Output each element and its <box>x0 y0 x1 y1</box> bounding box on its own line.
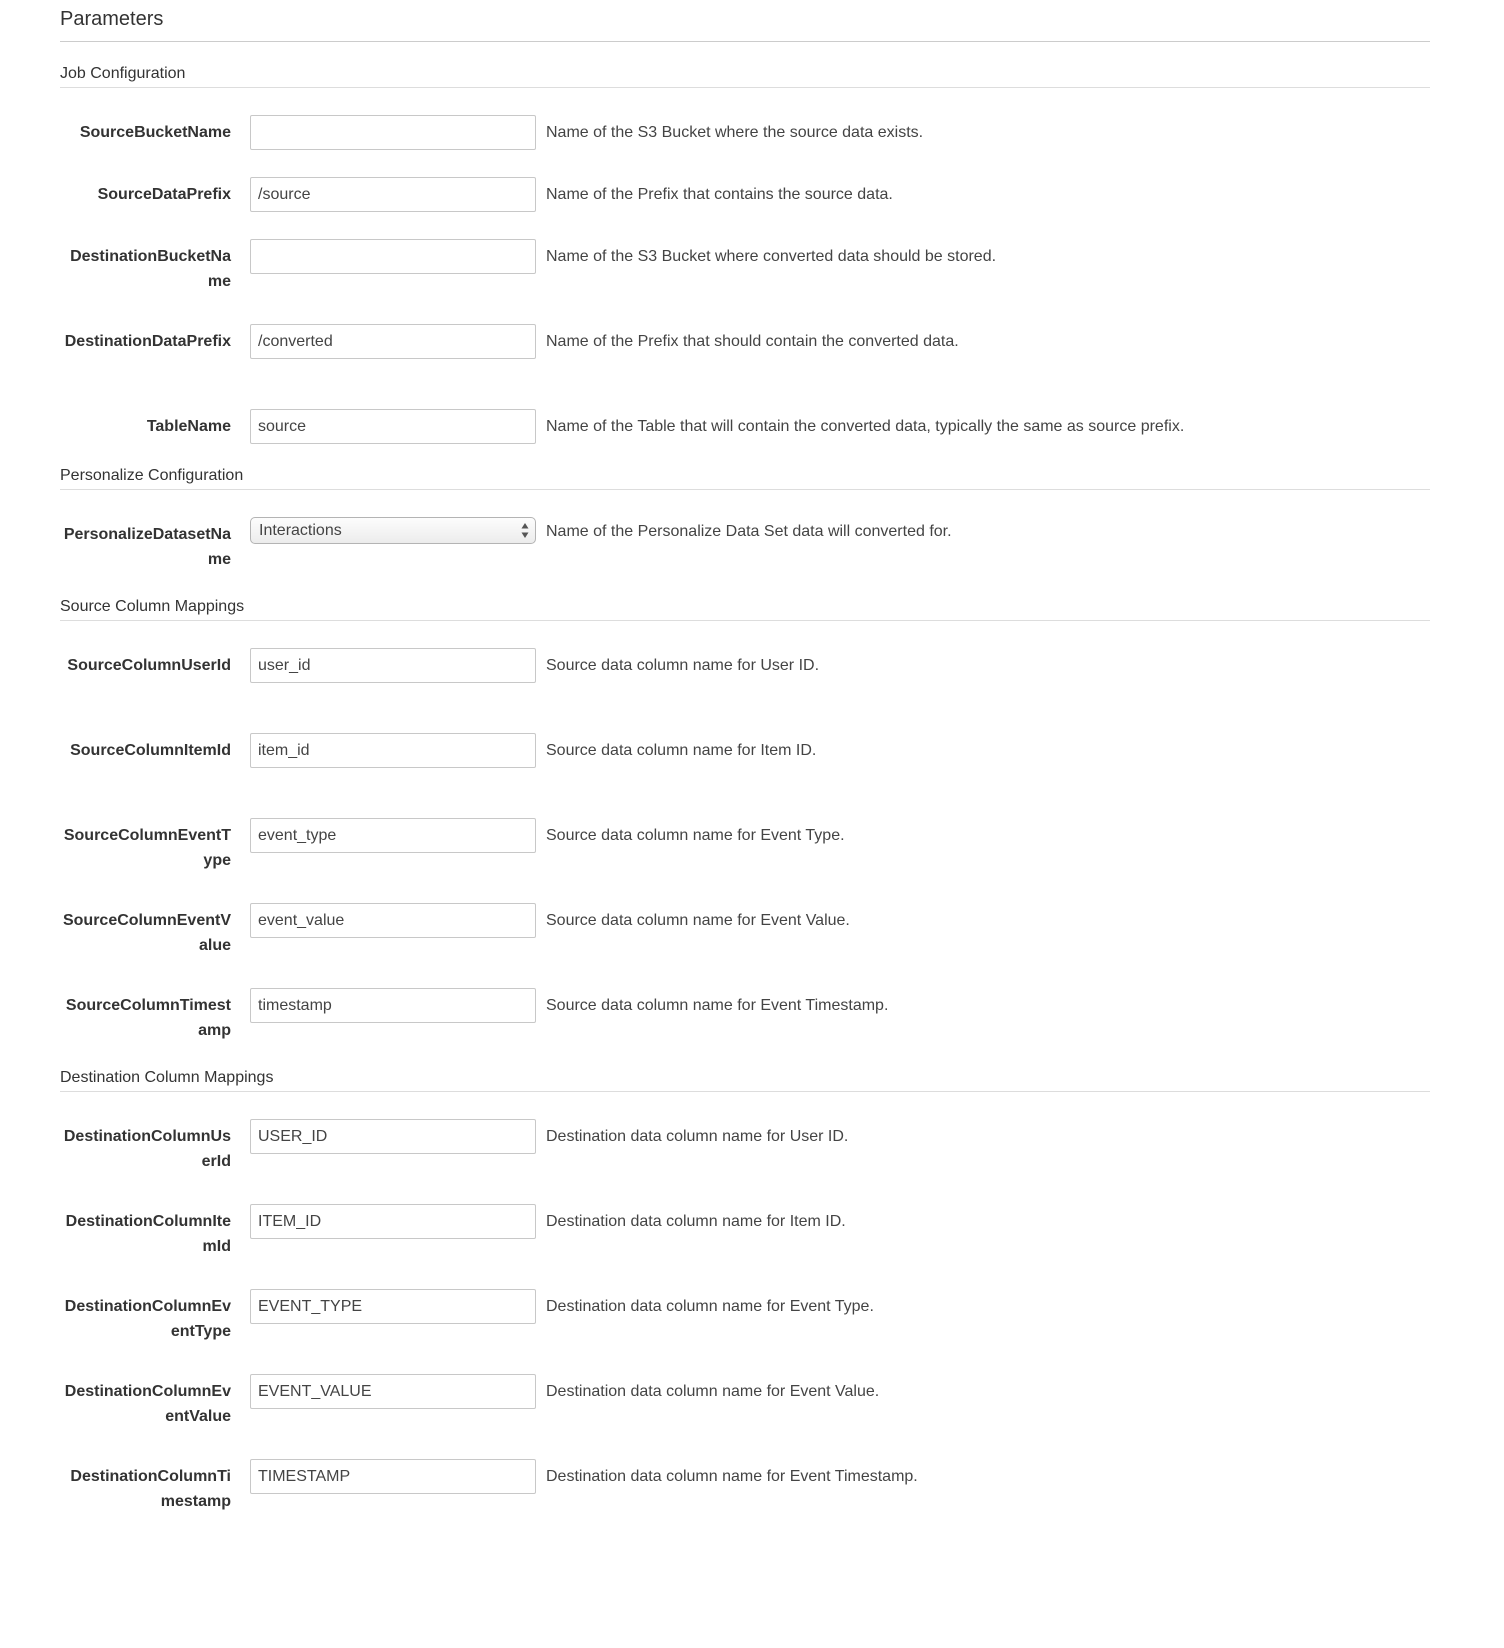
param-label: SourceColumnTimestamp <box>65 997 231 1039</box>
param-row-source-column-user-id <box>60 648 1430 706</box>
param-row-destination-column-timestamp <box>60 1459 1430 1517</box>
table-name-input[interactable] <box>250 409 536 444</box>
param-row-destination-column-event-value <box>60 1374 1430 1432</box>
source-column-event-type-input[interactable] <box>250 818 536 853</box>
param-label: DestinationBucketName <box>70 248 231 290</box>
section-title: Source Column Mappings <box>60 598 1430 621</box>
destination-bucket-name-input[interactable] <box>250 239 536 274</box>
param-label: SourceBucketName <box>79 124 231 141</box>
parameters-panel <box>60 0 1430 1517</box>
source-data-prefix-input[interactable] <box>250 177 536 212</box>
param-row-personalize-dataset-name <box>60 517 1430 575</box>
param-label: SourceColumnEventValue <box>62 912 231 954</box>
param-row-source-column-event-type <box>60 818 1430 876</box>
param-label: TableName <box>146 418 231 435</box>
param-row-source-bucket-name <box>60 115 1430 150</box>
page-title: Parameters <box>60 0 1430 42</box>
section-source-column-mappings <box>60 598 1430 1046</box>
param-help: Destination data column name for Event Value. <box>546 1383 880 1400</box>
param-row-table-name <box>60 409 1430 444</box>
param-help: Source data column name for User ID. <box>546 657 820 674</box>
param-label: DestinationColumnEventValue <box>64 1383 231 1425</box>
destination-column-user-id-input[interactable] <box>250 1119 536 1154</box>
param-help: Destination data column name for Event Type. <box>546 1298 874 1315</box>
param-help: Source data column name for Item ID. <box>546 742 817 759</box>
param-label: DestinationColumnEventType <box>64 1298 231 1340</box>
param-help: Source data column name for Event Timestamp. <box>546 997 889 1014</box>
param-help: Destination data column name for Event Timestamp. <box>546 1468 918 1485</box>
section-job-configuration <box>60 65 1430 444</box>
destination-column-event-type-input[interactable] <box>250 1289 536 1324</box>
source-column-user-id-input[interactable] <box>250 648 536 683</box>
param-label: SourceColumnEventType <box>63 827 231 869</box>
section-title: Job Configuration <box>60 65 1430 88</box>
param-row-destination-column-item-id <box>60 1204 1430 1262</box>
personalize-dataset-name-select[interactable] <box>250 517 536 544</box>
param-help: Destination data column name for User ID. <box>546 1128 849 1145</box>
param-help: Name of the S3 Bucket where converted data should be stored. <box>546 248 997 265</box>
section-destination-column-mappings <box>60 1069 1430 1517</box>
param-row-source-column-item-id <box>60 733 1430 791</box>
destination-data-prefix-input[interactable] <box>250 324 536 359</box>
param-row-destination-bucket-name <box>60 239 1430 297</box>
param-row-destination-column-event-type <box>60 1289 1430 1347</box>
param-label: DestinationColumnTimestamp <box>70 1468 231 1510</box>
param-help: Name of the Table that will contain the converted data, typically the same as source prefix. <box>546 418 1185 435</box>
param-help: Name of the Personalize Data Set data will converted for. <box>546 523 952 540</box>
source-bucket-name-input[interactable] <box>250 115 536 150</box>
section-personalize-configuration <box>60 467 1430 575</box>
select-value: Interactions <box>259 521 342 539</box>
source-column-event-value-input[interactable] <box>250 903 536 938</box>
param-row-source-column-event-value <box>60 903 1430 961</box>
param-row-source-data-prefix <box>60 177 1430 212</box>
param-row-source-column-timestamp <box>60 988 1430 1046</box>
param-label: PersonalizeDatasetName <box>63 526 231 568</box>
param-label: SourceColumnItemId <box>70 742 231 759</box>
param-label: DestinationColumnUserId <box>63 1128 231 1170</box>
param-label: SourceDataPrefix <box>97 186 231 203</box>
destination-column-event-value-input[interactable] <box>250 1374 536 1409</box>
param-help: Name of the S3 Bucket where the source data exists. <box>546 124 924 141</box>
param-row-destination-data-prefix <box>60 324 1430 382</box>
section-title: Personalize Configuration <box>60 467 1430 490</box>
param-label: SourceColumnUserId <box>67 657 231 674</box>
param-help: Destination data column name for Item ID. <box>546 1213 846 1230</box>
source-column-timestamp-input[interactable] <box>250 988 536 1023</box>
destination-column-timestamp-input[interactable] <box>250 1459 536 1494</box>
param-help: Name of the Prefix that contains the source data. <box>546 186 893 203</box>
param-help: Source data column name for Event Value. <box>546 912 850 929</box>
section-title: Destination Column Mappings <box>60 1069 1430 1092</box>
param-help: Name of the Prefix that should contain the converted data. <box>546 333 959 350</box>
param-help: Source data column name for Event Type. <box>546 827 845 844</box>
destination-column-item-id-input[interactable] <box>250 1204 536 1239</box>
up-down-arrows-icon <box>521 522 529 539</box>
source-column-item-id-input[interactable] <box>250 733 536 768</box>
param-row-destination-column-user-id <box>60 1119 1430 1177</box>
param-label: DestinationDataPrefix <box>64 333 231 350</box>
param-label: DestinationColumnItemId <box>65 1213 231 1255</box>
